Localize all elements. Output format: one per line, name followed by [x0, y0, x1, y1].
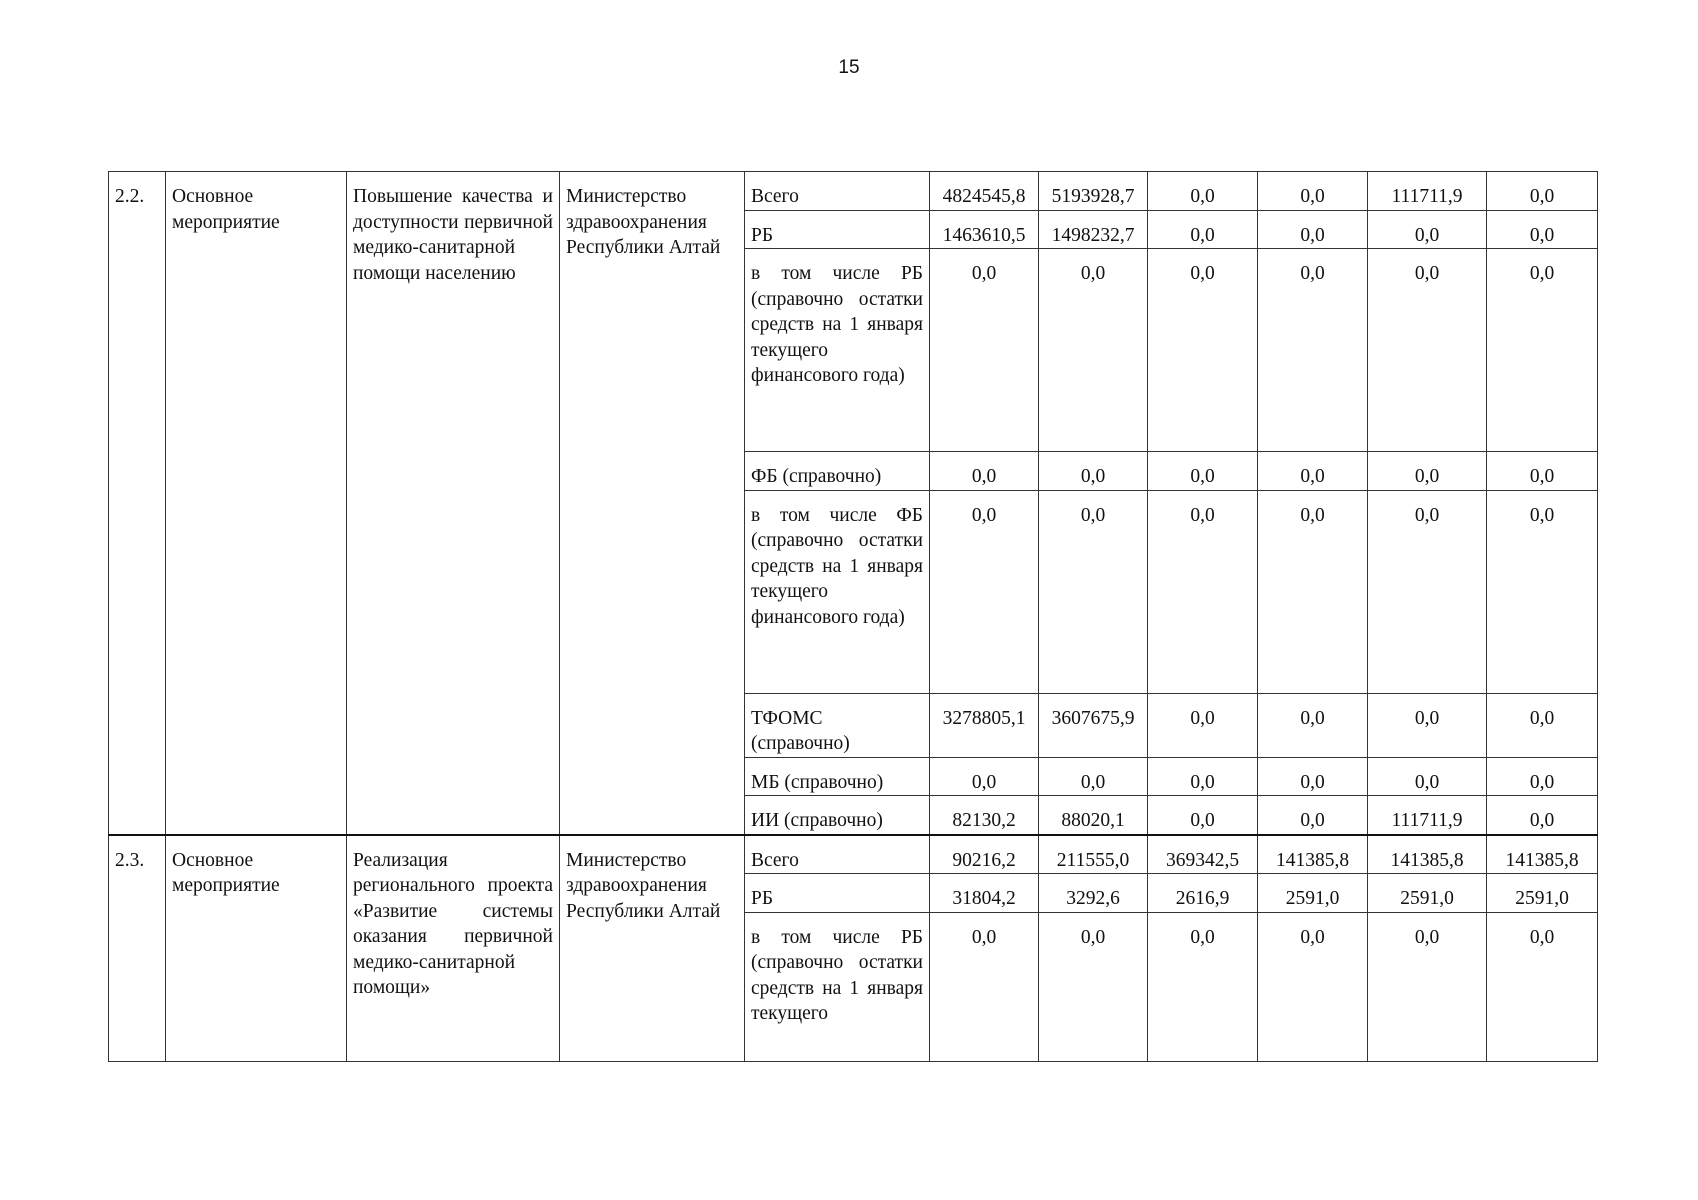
value-cell: 0,0 — [1368, 912, 1487, 1061]
funding-source-cell: РБ — [745, 210, 930, 249]
value-cell: 0,0 — [1039, 249, 1148, 452]
value-cell: 0,0 — [1148, 452, 1258, 491]
value-cell: 0,0 — [1487, 693, 1598, 757]
group-2-3 — [109, 835, 1598, 1062]
value-cell: 0,0 — [1487, 757, 1598, 796]
event-type-cell: Основное мероприятие — [166, 172, 347, 835]
value-cell: 3607675,9 — [1039, 693, 1148, 757]
value-cell: 0,0 — [1039, 490, 1148, 693]
value-cell: 0,0 — [1368, 210, 1487, 249]
value-cell: 141385,8 — [1368, 835, 1487, 874]
funding-source-cell: в том числе РБ (справочно остатки средств на 1 января текущего финансового года) — [745, 249, 930, 452]
value-cell: 0,0 — [1148, 757, 1258, 796]
value-cell: 5193928,7 — [1039, 172, 1148, 211]
value-cell: 0,0 — [1258, 452, 1368, 491]
table-row — [109, 172, 1598, 211]
event-title-cell: Реализация регионального проекта «Развитие системы оказания первичной медико-санитарной помощи» — [347, 835, 560, 1062]
value-cell: 0,0 — [1487, 490, 1598, 693]
funding-source-cell: Всего — [745, 172, 930, 211]
value-cell: 90216,2 — [930, 835, 1039, 874]
value-cell: 0,0 — [1487, 210, 1598, 249]
value-cell: 369342,5 — [1148, 835, 1258, 874]
value-cell: 0,0 — [1148, 249, 1258, 452]
funding-source-cell: в том числе ФБ (справочно остатки средств на 1 января текущего финансового года) — [745, 490, 930, 693]
value-cell: 0,0 — [1368, 249, 1487, 452]
value-cell: 0,0 — [1258, 693, 1368, 757]
value-cell: 0,0 — [1148, 912, 1258, 1061]
value-cell: 88020,1 — [1039, 796, 1148, 835]
value-cell: 3292,6 — [1039, 874, 1148, 913]
value-cell: 0,0 — [1487, 796, 1598, 835]
value-cell: 0,0 — [1368, 693, 1487, 757]
value-cell: 0,0 — [1148, 172, 1258, 211]
row-number-cell: 2.2. — [109, 172, 166, 835]
table-row — [109, 835, 1598, 874]
value-cell: 2616,9 — [1148, 874, 1258, 913]
funding-source-cell: ИИ (справочно) — [745, 796, 930, 835]
funding-source-cell: ТФОМС (справочно) — [745, 693, 930, 757]
value-cell: 0,0 — [1368, 490, 1487, 693]
value-cell: 0,0 — [1487, 249, 1598, 452]
budget-table — [108, 171, 1598, 1062]
value-cell: 2591,0 — [1487, 874, 1598, 913]
value-cell: 0,0 — [1258, 249, 1368, 452]
value-cell: 0,0 — [1487, 452, 1598, 491]
group-2-2 — [109, 172, 1598, 835]
funding-source-cell: МБ (справочно) — [745, 757, 930, 796]
value-cell: 4824545,8 — [930, 172, 1039, 211]
value-cell: 141385,8 — [1487, 835, 1598, 874]
executor-cell: Министерство здравоохранения Республики Алтай — [560, 172, 745, 835]
value-cell: 31804,2 — [930, 874, 1039, 913]
value-cell: 211555,0 — [1039, 835, 1148, 874]
value-cell: 2591,0 — [1368, 874, 1487, 913]
value-cell: 0,0 — [1258, 490, 1368, 693]
row-number-cell: 2.3. — [109, 835, 166, 1062]
value-cell: 1463610,5 — [930, 210, 1039, 249]
value-cell: 0,0 — [930, 452, 1039, 491]
value-cell: 0,0 — [1039, 912, 1148, 1061]
value-cell: 0,0 — [1368, 757, 1487, 796]
value-cell: 0,0 — [930, 912, 1039, 1061]
executor-cell: Министерство здравоохранения Республики Алтай — [560, 835, 745, 1062]
value-cell: 0,0 — [1487, 172, 1598, 211]
value-cell: 1498232,7 — [1039, 210, 1148, 249]
value-cell: 0,0 — [1258, 172, 1368, 211]
value-cell: 141385,8 — [1258, 835, 1368, 874]
value-cell: 0,0 — [1039, 452, 1148, 491]
value-cell: 0,0 — [1148, 796, 1258, 835]
value-cell: 3278805,1 — [930, 693, 1039, 757]
value-cell: 0,0 — [930, 490, 1039, 693]
value-cell: 0,0 — [1258, 796, 1368, 835]
value-cell: 0,0 — [1258, 912, 1368, 1061]
funding-source-cell: ФБ (справочно) — [745, 452, 930, 491]
value-cell: 2591,0 — [1258, 874, 1368, 913]
value-cell: 0,0 — [1039, 757, 1148, 796]
value-cell: 0,0 — [1258, 210, 1368, 249]
value-cell: 0,0 — [1368, 452, 1487, 491]
value-cell: 111711,9 — [1368, 796, 1487, 835]
event-type-cell: Основное мероприятие — [166, 835, 347, 1062]
event-title-cell: Повышение качества и доступности первичной медико-санитарной помощи населению — [347, 172, 560, 835]
funding-source-cell: в том числе РБ (справочно остатки средств на 1 января текущего — [745, 912, 930, 1061]
value-cell: 0,0 — [1487, 912, 1598, 1061]
value-cell: 0,0 — [930, 757, 1039, 796]
value-cell: 111711,9 — [1368, 172, 1487, 211]
value-cell: 82130,2 — [930, 796, 1039, 835]
value-cell: 0,0 — [1148, 210, 1258, 249]
funding-source-cell: РБ — [745, 874, 930, 913]
funding-source-cell: Всего — [745, 835, 930, 874]
value-cell: 0,0 — [1148, 693, 1258, 757]
value-cell: 0,0 — [1258, 757, 1368, 796]
page-number: 15 — [838, 57, 860, 78]
value-cell: 0,0 — [1148, 490, 1258, 693]
value-cell: 0,0 — [930, 249, 1039, 452]
